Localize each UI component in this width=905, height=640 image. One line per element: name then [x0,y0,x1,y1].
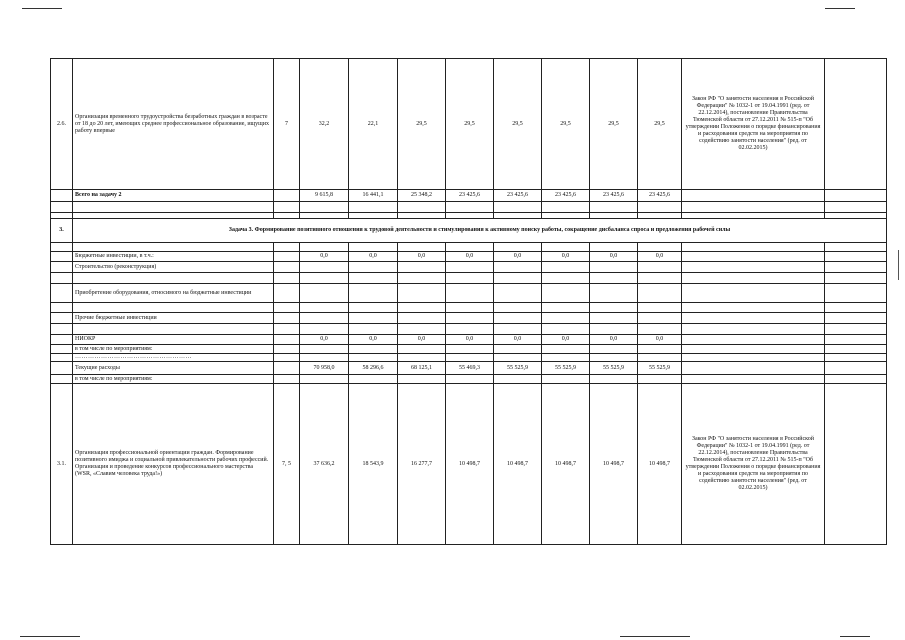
value-cell: 29,5 [494,59,542,190]
scan-edge-mark [22,8,62,9]
value-cell: 0,0 [300,335,349,345]
value-cell: 0,0 [638,335,682,345]
task-title: Задача 3. Формирование позитивного отношения к трудовой деятельности и стимулирования к активному поиску работы, сокращение дисбаланса спроса и предложения рабочей силы [73,219,887,243]
value-cell: 37 636,2 [300,384,349,545]
spacer-row [51,324,887,335]
table-row-total-task-2 [51,190,887,202]
value-cell: 32,2 [300,59,349,190]
value-cell: 22,1 [349,59,398,190]
value-cell: 0,0 [446,335,494,345]
row-label: в том числе по мероприятиям: [73,345,274,354]
value-cell: 0,0 [494,252,542,262]
value-cell: 0,0 [349,335,398,345]
value-cell: 55 525,9 [590,362,638,375]
value-cell: 23 425,6 [446,190,494,202]
row-number: 2.6. [51,59,73,190]
empty-cell [51,190,73,202]
row-label: Текущие расходы [73,362,274,375]
value-cell: 29,5 [638,59,682,190]
value-cell: 70 958,0 [300,362,349,375]
value-cell: 0,0 [300,252,349,262]
row-label: Бюджетные инвестиции, в т.ч.: [73,252,274,262]
value-cell: 0,0 [398,252,446,262]
row-number: 3.1. [51,384,73,545]
value-cell: 23 425,6 [494,190,542,202]
scan-edge-mark [825,8,855,9]
empty-cell [825,384,887,545]
spacer-row [51,303,887,313]
table-row-construction [51,262,887,273]
value-cell: 9 615,8 [300,190,349,202]
scan-edge-mark [20,636,80,637]
table-row-2-6 [51,59,887,190]
task-number: 3. [51,219,73,243]
scan-edge-mark [840,636,870,637]
table-row-budget-investments [51,252,887,262]
table-row-dots [51,354,887,362]
value-cell: 10 498,7 [542,384,590,545]
value-cell: 0,0 [398,335,446,345]
value-cell: 23 425,6 [590,190,638,202]
value-cell: 55 525,9 [542,362,590,375]
table-row-including-events [51,345,887,354]
row-label: НИОКР [73,335,274,345]
empty-cell [825,59,887,190]
total-label: Всего на задачу 2 [73,190,274,202]
value-cell: 16 277,7 [398,384,446,545]
empty-cell [682,190,825,202]
value-cell: 10 498,7 [590,384,638,545]
table-row-niokr [51,335,887,345]
empty-cell [274,190,300,202]
value-cell: 16 441,1 [349,190,398,202]
activity-code: 7, 5 [274,384,300,545]
spacer-row [51,202,887,213]
task-3-header-row [51,219,887,243]
value-cell: 0,0 [542,252,590,262]
value-cell: 10 498,7 [638,384,682,545]
value-cell: 0,0 [349,252,398,262]
row-label: в том числе по мероприятиям: [73,375,274,384]
value-cell: 0,0 [638,252,682,262]
program-table-frame [50,58,886,545]
scan-edge-mark [620,636,690,637]
value-cell: 29,5 [446,59,494,190]
value-cell: 29,5 [542,59,590,190]
value-cell: 0,0 [494,335,542,345]
value-cell: 29,5 [398,59,446,190]
legal-basis: Закон РФ "О занятости населения в Российской Федерации" № 1032-1 от 19.04.1991 (ред. от 22.12.2014), постановление Правительства Тюменской области от 27.12.2011 № 515-п "Об утверждении Положения о порядке финансирования и расходования средств на мероприятия по содействию занятости населения" (ред. от 02.02.2015) [682,384,825,545]
row-label: Приобретение оборудования, относимого на бюджетные инвестиции [73,284,274,303]
activity-name: Организация временного трудоустройства безработных граждан в возрасте от 18 до 20 лет, имеющих среднее профессиональное образование, ищущих работу впервые [73,59,274,190]
table-row-current-expenses [51,362,887,375]
row-label: Прочие бюджетные инвестиции [73,313,274,324]
value-cell: 55 525,9 [638,362,682,375]
scan-edge-mark [898,250,899,280]
row-label: ……………………………………………… [73,354,274,362]
value-cell: 68 125,1 [398,362,446,375]
row-label: Строительство (реконструкция) [73,262,274,273]
spacer-row [51,273,887,284]
value-cell: 0,0 [446,252,494,262]
legal-basis: Закон РФ "О занятости населения в Российской Федерации" № 1032-1 от 19.04.1991 (ред. от 22.12.2014), постановление Правительства Тюменской области от 27.12.2011 № 515-п "Об утверждении Положения о порядке финансирования и расходования средств на мероприятия по содействию занятости населения" (ред. от 02.02.2015) [682,59,825,190]
value-cell: 10 498,7 [494,384,542,545]
value-cell: 0,0 [590,252,638,262]
spacer-row [51,243,887,252]
value-cell: 29,5 [590,59,638,190]
table-row-equipment [51,284,887,303]
value-cell: 58 296,6 [349,362,398,375]
value-cell: 0,0 [542,335,590,345]
table-row-including-events [51,375,887,384]
value-cell: 0,0 [590,335,638,345]
table-row-3-1 [51,384,887,545]
activity-name: Организация профессиональной ориентации граждан. Формирование позитивного имиджа и социальной привлекательности рабочих профессий. Организация и проведение конкурсов профессионального мастерства (WSR, «Славим человека труда!») [73,384,274,545]
value-cell: 10 498,7 [446,384,494,545]
value-cell: 55 525,9 [494,362,542,375]
table-row-other-investments [51,313,887,324]
value-cell: 23 425,6 [638,190,682,202]
value-cell: 18 543,9 [349,384,398,545]
empty-cell [825,190,887,202]
value-cell: 55 469,3 [446,362,494,375]
value-cell: 25 348,2 [398,190,446,202]
program-activities-table [50,58,887,545]
activity-code: 7 [274,59,300,190]
value-cell: 23 425,6 [542,190,590,202]
